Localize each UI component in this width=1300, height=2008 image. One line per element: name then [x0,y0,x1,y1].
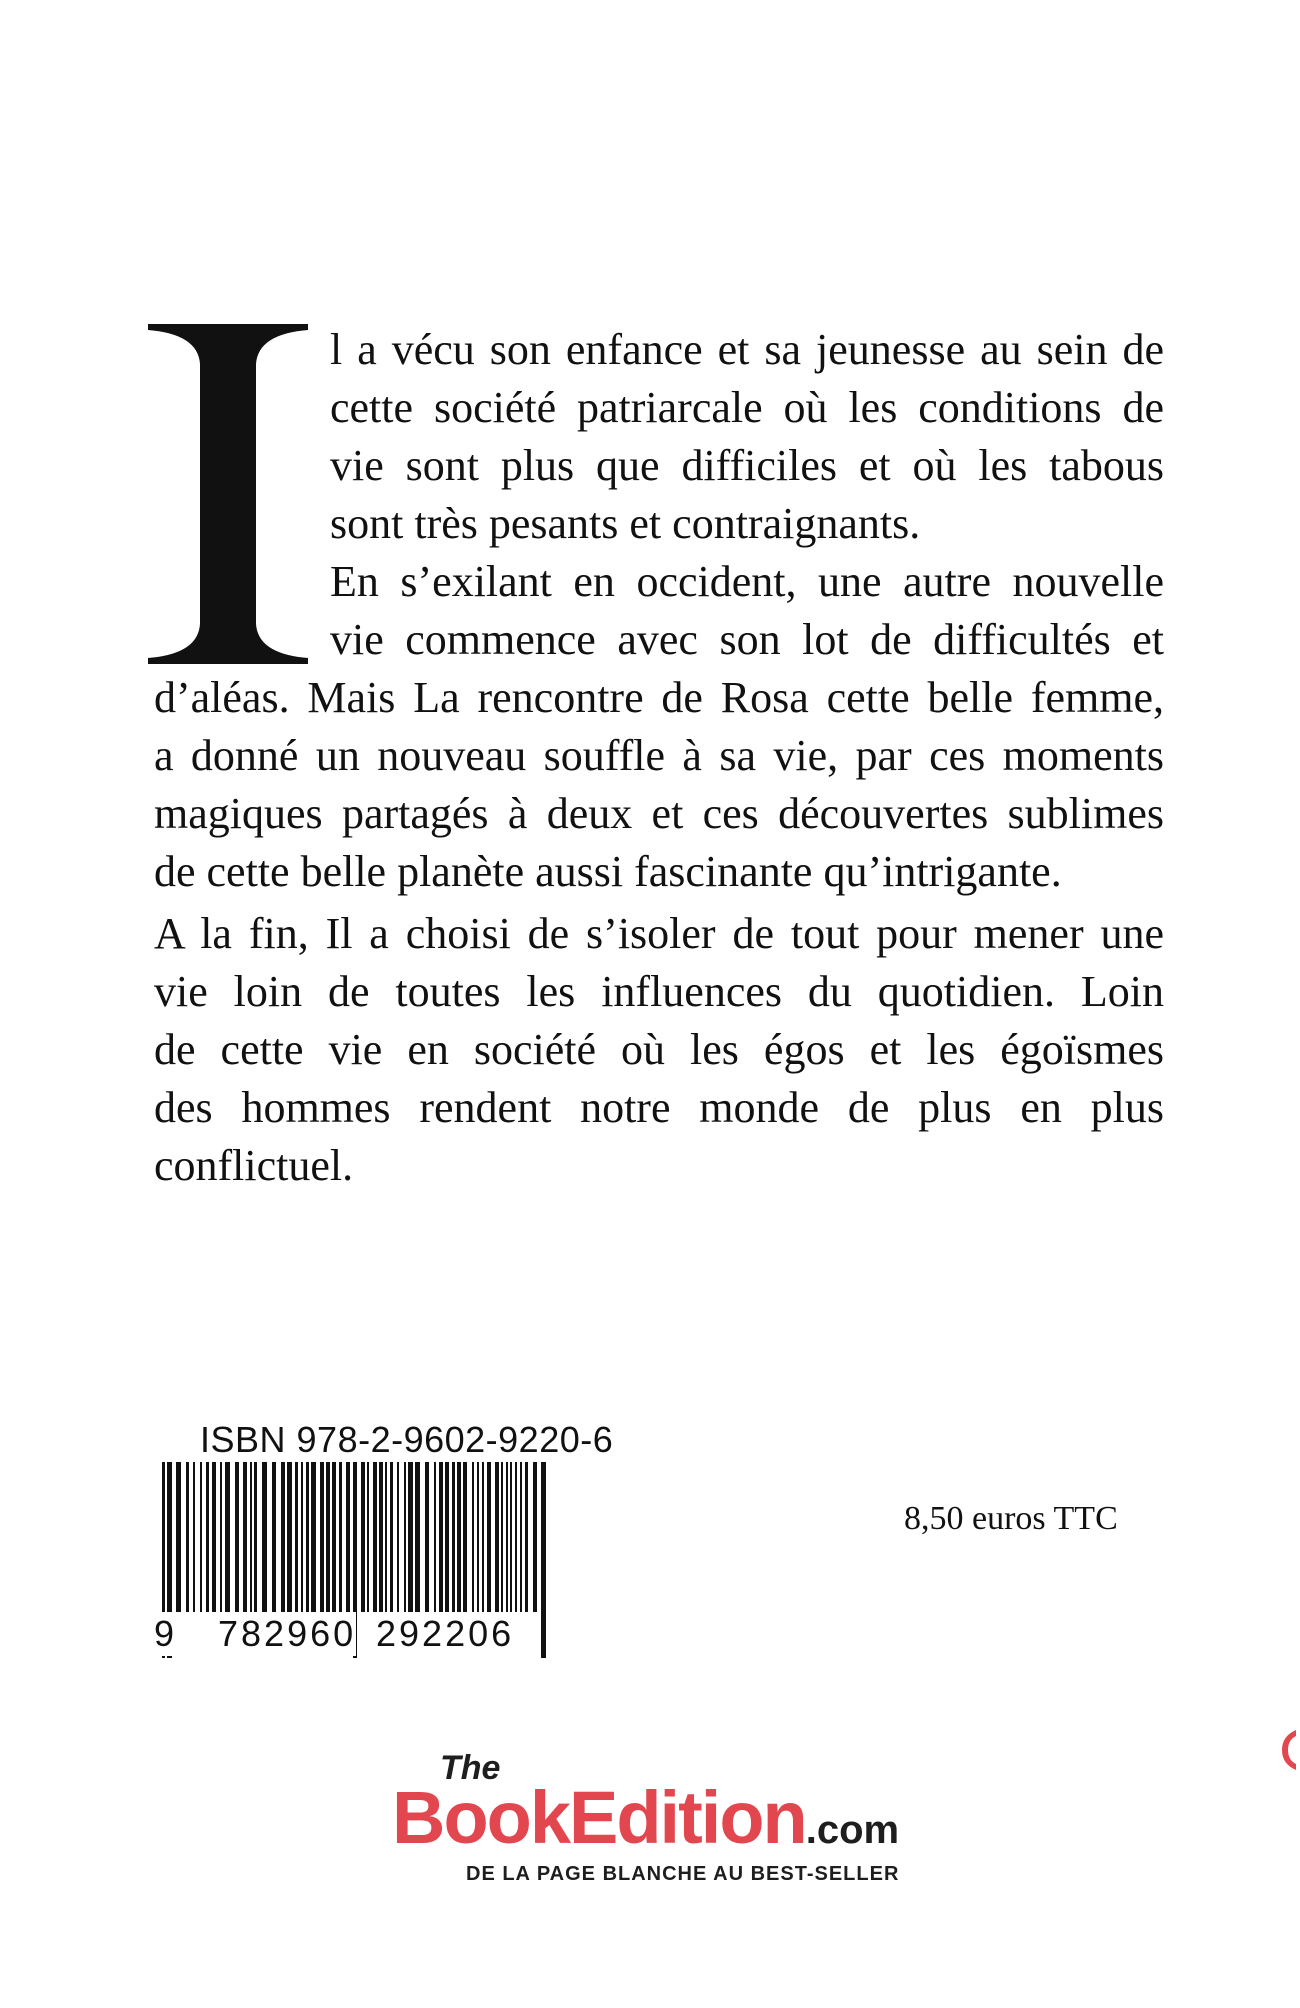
barcode-bar [361,1462,365,1612]
drop-cap-letter [148,324,308,664]
barcode-bar [262,1462,267,1612]
barcode-digits-right: 292206 [376,1613,515,1654]
barcode-bar [408,1462,413,1612]
barcode-bar [445,1462,449,1612]
barcode-bar [320,1462,324,1612]
publisher-logo-domain: .com [805,1808,900,1852]
blurb-line: des hommes rendent notre monde de plus en plus [154,1083,1164,1132]
blurb-line: cette société patriarcale où les conditions de [330,383,1164,432]
barcode-bar [326,1462,330,1612]
barcode-bar [206,1462,209,1612]
barcode-bar [339,1462,342,1612]
barcode-bar [379,1462,383,1612]
barcode-bar [415,1462,420,1612]
barcode-bar [193,1462,195,1612]
edge-mark [1280,1730,1296,1770]
blurb-line: A la fin, Il a choisi de s’isoler de tout pour mener une [154,909,1164,958]
barcode-bar [373,1462,377,1612]
barcode-bar [520,1462,522,1612]
blurb-line: de cette vie en société où les égos et les égoïsmes [154,1025,1164,1074]
publisher-tagline: DE LA PAGE BLANCHE AU BEST-SELLER [466,1863,900,1885]
barcode-bar [404,1462,406,1612]
publisher-logo-the: The [440,1749,501,1787]
barcode-bar [425,1462,429,1612]
blurb-line: conflictuel. [154,1141,354,1190]
barcode-bar [495,1462,499,1612]
barcode-bar [220,1462,222,1612]
barcode-bar [452,1462,455,1612]
barcode-bar [510,1462,512,1612]
blurb-line: En s’exilant en occident, une autre nouvelle [330,557,1164,606]
barcode-bar [390,1462,393,1612]
blurb-line: sont très pesants et contraignants. [330,499,921,548]
barcode-bar [225,1462,230,1612]
barcode-digit-first: 9 [154,1613,175,1654]
publisher-logo-name: BookEdition [392,1776,806,1859]
barcode-bar [434,1462,436,1612]
barcode-bar [482,1462,484,1612]
isbn-label: ISBN 978-2-9602-9220-6 [200,1419,614,1460]
barcode-bar [346,1462,350,1612]
publisher-logo-wordmark [392,1778,899,1870]
blurb-line: magiques partagés à deux et ces découvertes sublimes [154,789,1164,838]
blurb-line: de cette belle planète aussi fascinante qu’intrigante. [154,847,1062,896]
barcode-bar [541,1462,546,1658]
barcode-bar [200,1462,202,1612]
barcode-bar [295,1462,298,1612]
barcode-bar [501,1462,503,1612]
barcode-bar [254,1462,257,1612]
blurb-line: vie loin de toutes les influences du quotidien. Loin [154,967,1164,1016]
barcode-bar [472,1462,474,1612]
barcode-bar [281,1462,285,1612]
barcode-bar [235,1462,239,1612]
barcode-bar [311,1462,316,1612]
barcode-digits-left: 782960 [218,1613,357,1654]
barcode-bar [250,1462,252,1612]
barcode-bar [212,1462,216,1612]
barcode-bar [176,1462,181,1612]
barcode-bar [301,1462,303,1612]
barcode-bar [287,1462,292,1612]
barcode-bar [385,1462,387,1612]
barcode-bar [515,1462,517,1612]
barcode-bar [186,1462,189,1612]
publisher-logo [392,1750,952,1896]
barcode-bar [439,1462,443,1612]
barcode-bar [243,1462,247,1612]
barcode-bar [506,1462,508,1612]
price-label: 8,50 euros TTC [904,1500,1118,1537]
barcode-bar [367,1462,369,1612]
blurb-line: l a vécu son enfance et sa jeunesse au sein de [330,325,1164,374]
barcode-bar [306,1462,309,1612]
barcode-bar [463,1462,467,1612]
barcode-bar [332,1462,336,1612]
barcode-bar [533,1462,537,1612]
blurb-line: vie commence avec son lot de difficultés et [330,615,1164,664]
barcode-bar [487,1462,491,1612]
barcode-bar [397,1462,399,1612]
blurb-line: vie sont plus que difficiles et où les tabous [330,441,1164,490]
blurb-line: a donné un nouveau souffle à sa vie, par ces moments [154,731,1164,780]
blurb-line: d’aléas. Mais La rencontre de Rosa cette belle femme, [154,673,1164,722]
barcode-bar [272,1462,276,1612]
barcode-bar [525,1462,528,1612]
barcode-bar [457,1462,461,1612]
barcode-bar [477,1462,479,1612]
